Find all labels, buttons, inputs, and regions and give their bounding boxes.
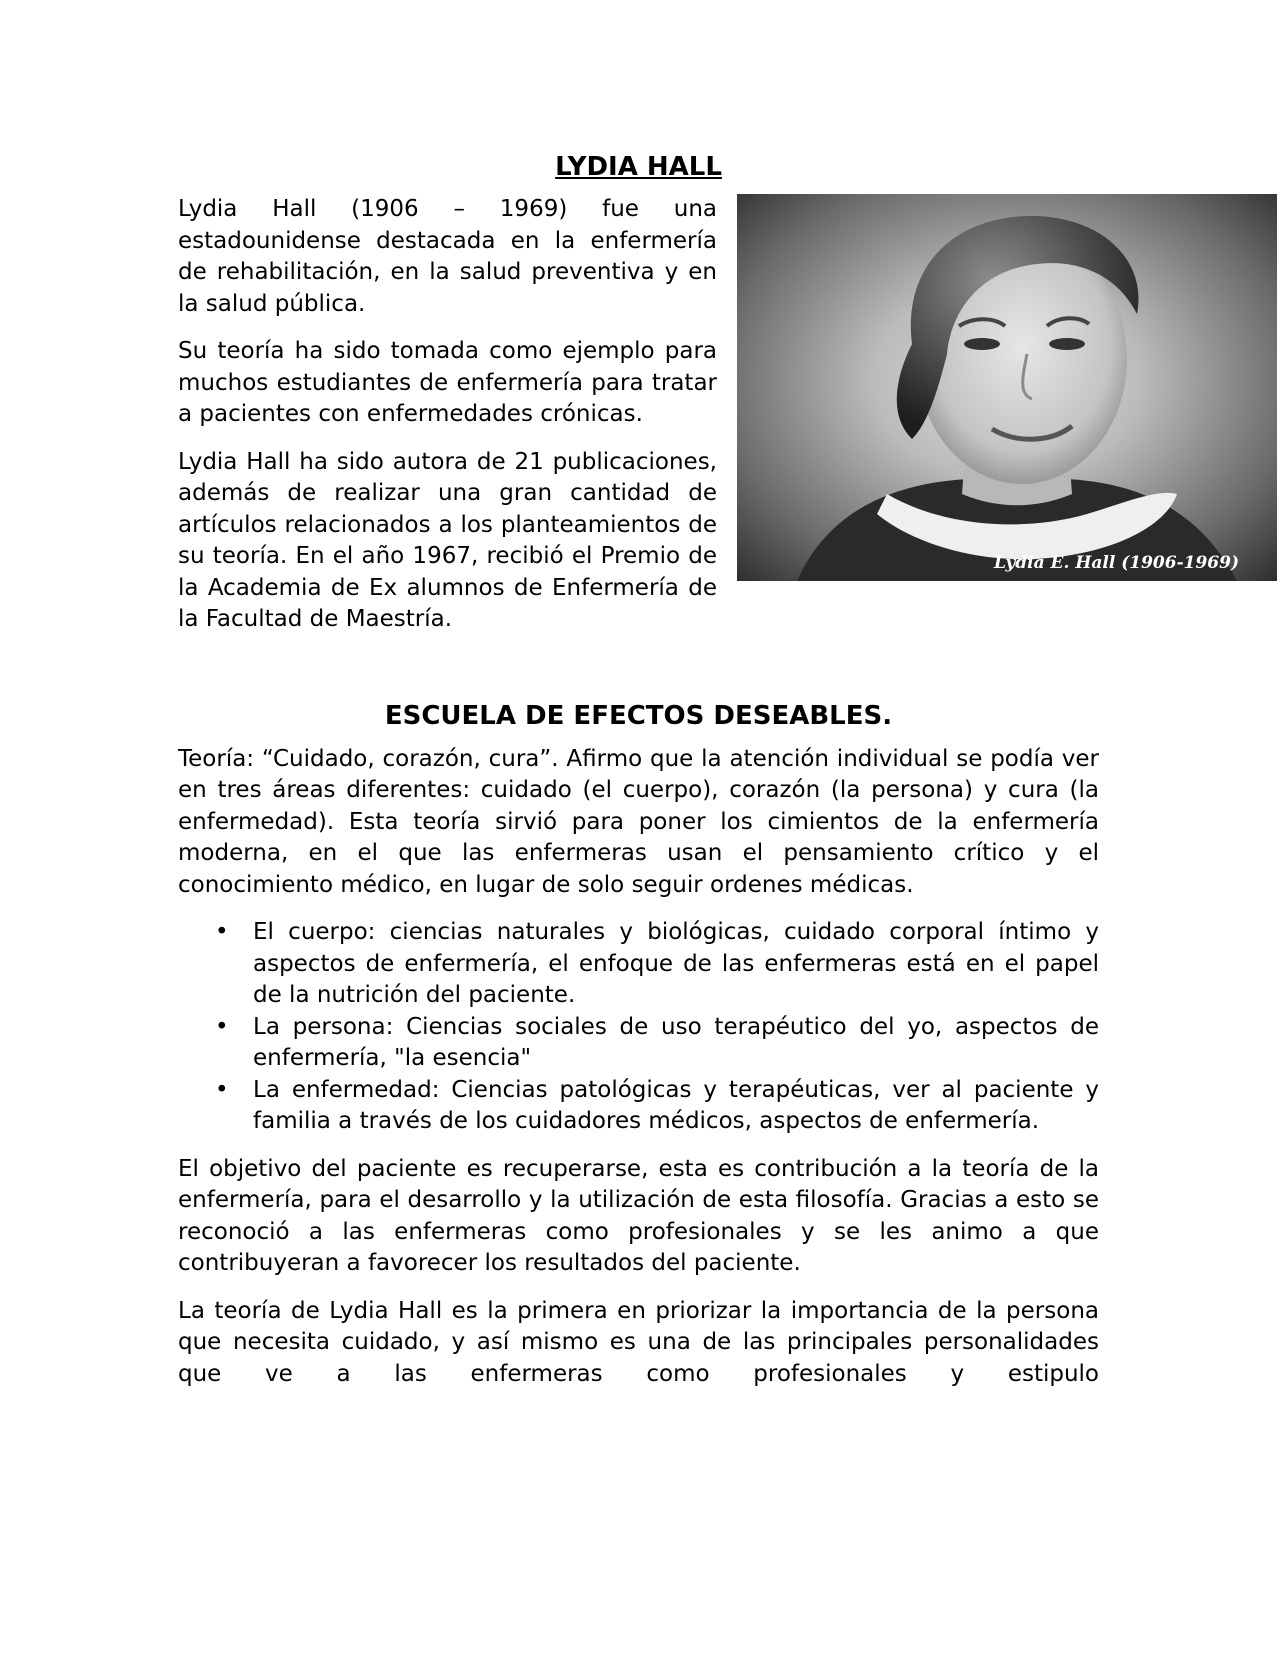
photo-caption: Lydia E. Hall (1906-1969) <box>994 553 1239 573</box>
list-item-text: El cuerpo: ciencias naturales y biológicas, cuidado corporal íntimo y aspectos de enfermería, el enfoque de las enfermeras está en el papel de la nutrición del paciente. <box>253 919 1099 1008</box>
bullet-icon: • <box>215 1013 229 1040</box>
list-item <box>215 1012 1099 1075</box>
list-item-text: La enfermedad: Ciencias patológicas y terapéuticas, ver al paciente y familia a través de los cuidadores médicos, aspectos de enfermería. <box>253 1076 1099 1134</box>
theory-paragraph: Teoría: “Cuidado, corazón, cura”. Afirmo que la atención individual se podía ver en tres áreas diferentes: cuidado (el cuerpo), corazón (la persona) y cura (la enfermedad). Esta teoría sirvió para poner los cimientos de la enfermería moderna, en el que las enfermeras usan el pensamiento crítico y el conocimiento médico, en lugar de solo seguir ordenes médicas. <box>178 745 1099 898</box>
intro-paragraph-1: Lydia Hall (1906 – 1969) fue una estadounidense destacada en la enfermería de rehabilitación, en la salud preventiva y en la salud pública. <box>178 196 717 317</box>
bullet-icon: • <box>215 1076 229 1103</box>
list-item-text: La persona: Ciencias sociales de uso terapéutico del yo, aspectos de enfermería, "la esencia" <box>253 1013 1099 1071</box>
section-title: ESCUELA DE EFECTOS DESEABLES. <box>384 700 893 731</box>
closing-paragraph: La teoría de Lydia Hall es la primera en priorizar la importancia de la persona que necesita cuidado, y así mismo es una de las principales personalidades que ve a las enfermeras como profesionales y estipulo <box>178 1297 1099 1387</box>
objective-paragraph: El objetivo del paciente es recuperarse, esta es contribución a la teoría de la enfermería, para el desarrollo y la utilización de esta filosofía. Gracias a esto se reconoció a las enfermeras como profesionales y se les animo a que contribuyeran a favorecer los resultados del paciente. <box>178 1155 1099 1276</box>
document-title: LYDIA HALL <box>555 152 722 182</box>
bullet-icon: • <box>215 919 229 945</box>
intro-paragraph-2: Su teoría ha sido tomada como ejemplo para muchos estudiantes de enfermería para tratar a pacientes con enfermedades crónicas. <box>178 338 717 427</box>
list-item <box>215 917 1099 1012</box>
intro-paragraph-3: Lydia Hall ha sido autora de 21 publicaciones, además de realizar una gran cantidad de artículos relacionados a los planteamientos de su teoría. En el año 1967, recibió el Premio de la Academia de Ex alumnos de Enfermería de la Facultad de Maestría. <box>178 448 717 632</box>
document-page <box>178 140 1239 1406</box>
list-item <box>215 1075 1099 1138</box>
portrait-illustration <box>737 194 1277 581</box>
bullet-list <box>178 917 1099 1138</box>
portrait-photo <box>737 194 1277 581</box>
